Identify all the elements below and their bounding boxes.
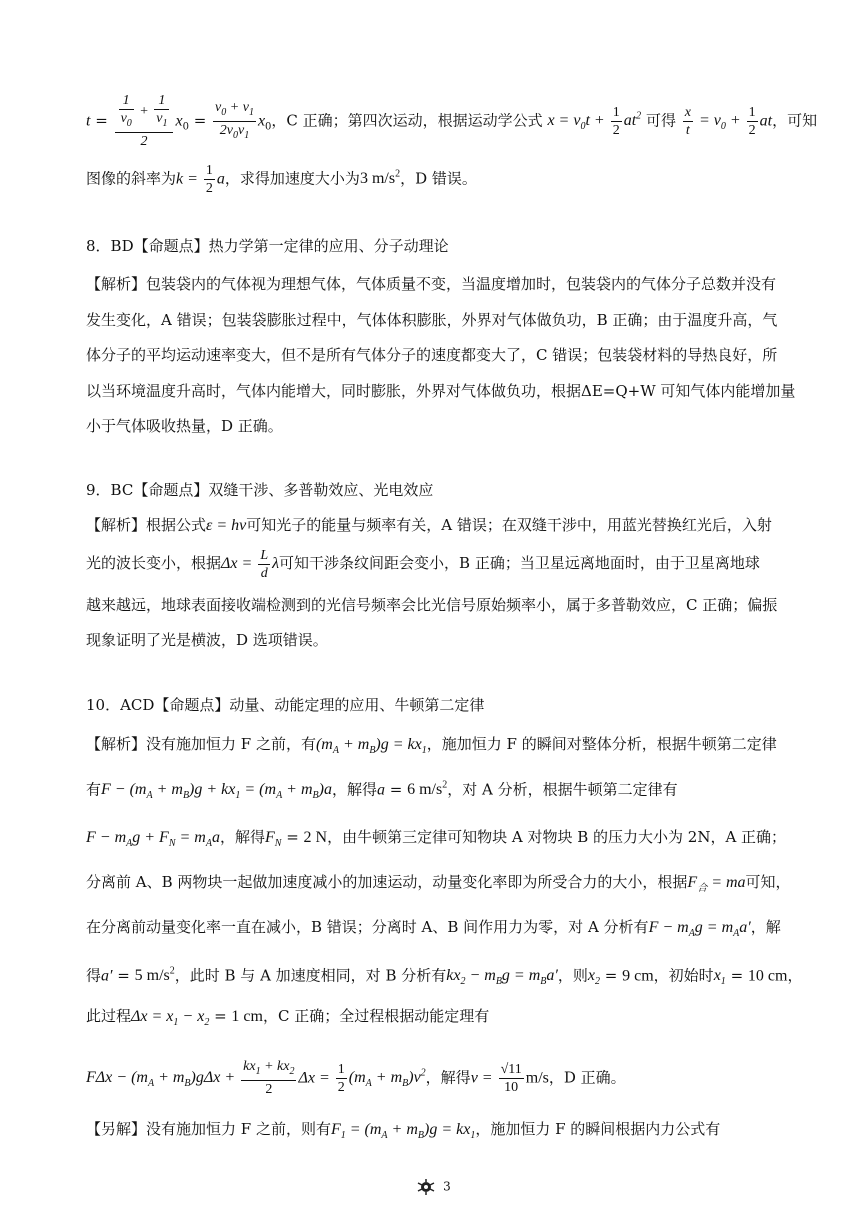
text-line: 图像的斜率为k = $\frac{1}{2}$ a，求得加速度大小为3 $m/s^2$，D 错误。: [86, 162, 477, 196]
text-line: 得a′ = 5 $m/s^2$，此时 B 与 A 加速度相同，对 B 分析有$kx_2 - m_Bg = m_Ba'$，则$x_2 = 9$ cm，初始时$x_1 = 10$ cm，: [86, 966, 803, 988]
text-line: 体分子的平均运动速率变大，但不是所有气体分子的速度都变大了，C 错误；包装袋材料的导热良好，所: [86, 346, 778, 364]
logo-icon: [417, 1179, 435, 1195]
text-line: 【另解】没有施加恒力 F 之前，则有$F_1 = (m_A + m_B)g = kx_1$，施加恒力 F 的瞬间根据内力公式有: [86, 1120, 721, 1142]
text-line: $F\Delta x - (m_A + m_B)g\Delta x$ + $\frac{kx_1 + kx_2}{2}$ Δx = $\frac{1}{2}$ $(m_A + m_B)v^2$，解得v = $\frac{√11}{10}$ m/s，D 正确。: [86, 1059, 626, 1098]
text-line: 越来越远，地球表面接收端检测到的光信号频率会比光信号原始频率小，属于多普勒效应，C 正确；偏振: [86, 596, 778, 614]
text-line: 此过程$\Delta x = x_1 - x_2 = 1$ cm，C 正确；全过程根据动能定理有: [86, 1007, 490, 1029]
text-line: 有$F - (m_A + m_B)g + kx_1 = (m_A + m_B)a$，解得a = 6 $m/s^2$，对 A 分析，根据牛顿第二定律有: [86, 780, 678, 802]
text-line: 【解析】没有施加恒力 F 之前，有$(m_A + m_B)g = kx_1$，施加恒力 F 的瞬间对整体分析，根据牛顿第二定律: [86, 735, 777, 757]
text-line: 【解析】根据公式ε = hν可知光子的能量与频率有关，A 错误；在双缝干涉中，用蓝光替换红光后，入射: [86, 516, 772, 534]
page-footer: [0, 1179, 868, 1195]
text-line: 在分离前动量变化率一直在减小，B 错误；分离时 A、B 间作用力为零，对 A 分析有$F - m_Ag = m_Aa'$，解: [86, 918, 781, 940]
q8-heading: 8．BD【命题点】热力学第一定律的应用、分子动理论: [86, 237, 449, 255]
q9-heading: 9．BC【命题点】双缝干涉、多普勒效应、光电效应: [86, 481, 434, 499]
text-line: $F - m_Ag + F_N = m_Aa$，解得$F_N = 2$ N，由牛顿第三定律可知物块 A 对物块 B 的压力大小为 2N，A 正确；: [86, 828, 787, 850]
page-number: 3: [443, 1179, 451, 1194]
text-line: 小于气体吸收热量，D 正确。: [86, 417, 283, 435]
text-line: 【解析】包装袋内的气体视为理想气体，气体质量不变，当温度增加时，包装袋内的气体分子总数并没有: [86, 275, 777, 293]
text-line: 发生变化，A 错误；包装袋膨胀过程中，气体体积膨胀，外界对气体做负功，B 正确；由于温度升高，气: [86, 311, 778, 329]
text-line: 现象证明了光是横波，D 选项错误。: [86, 631, 328, 649]
q10-heading: 10．ACD【命题点】动量、动能定理的应用、牛顿第二定律: [86, 696, 485, 714]
text-line: 分离前 A、B 两物块一起做加速度减小的加速运动，动量变化率即为所受合力的大小，根据$F_合$ = ma可知，: [86, 873, 791, 895]
text-line: 光的波长变小，根据Δx = $\frac{L}{d}$ λ可知干涉条纹间距会变小，B 正确；当卫星远离地面时，由于卫星离地球: [86, 547, 760, 581]
text-line: 以当环境温度升高时，气体内能增大，同时膨胀，外界对气体做负功，根据ΔE=Q+W 可知气体内能增加量: [86, 382, 796, 400]
text-line: t = $\frac{1}{v_0}$ + $\frac{1}{v_1}$ 2 $x_0$ = $\frac{v_0 + v_1}{2v_0v_1}$ $x_0$，C 正确；第四次运动，根据运动学公式 $x = v_0t$ + $\frac{1}{2}$ $at^2$ 可得 $\frac{x}{t}$ = $v_0$ + $\frac{1}{2}$ at，可知: [86, 93, 818, 150]
